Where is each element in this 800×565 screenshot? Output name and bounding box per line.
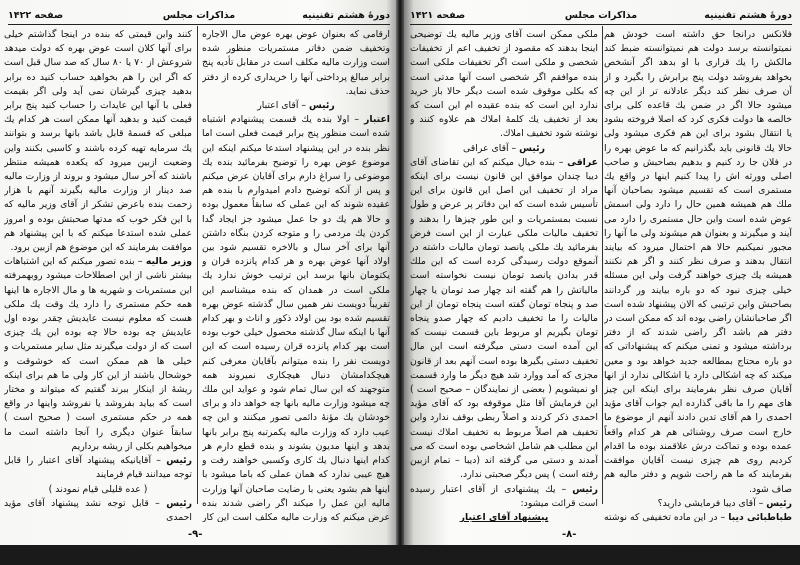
paragraph-text: فلانکس درانجا حق داشته است خودش هم نمیتوانسته برسد دولت هم نمیتوانسته ضبط کند مالکش را یك قراری با او بدهد اگر آنشخص بخواهد بفروشد دولت پنج برابرش را بگیرد و از آن صرف نظر کند دیگر عادلانه تر از این چه میشود حالا اگر در ضمن یك قاعده کلی برای خالصه ها دولت فکری کرد که اصلا فروخته بشود یا انتقال بشود برای این هم فکری میشود ولی حالا یك قانونی باید بگذرانیم که ما عوض بهره را در فلان جا رد کنیم و بدهیم بصاحبش و صاحب اصلی وورثه اش را پیدا کنیم اینها در واقع یك مستمری است که تقسیم میشود بصاحبان آنها ملك هم همیشه همین حال را دارد ولی اسمش عوض شده است واین حال مستمری را دارد می آیند و میگیرند و بعنوان هم میشوند ولی ما آنها را مجبور نمیکنیم حالا هم احتمال میرود که بیایند انتقال بدهند و صرف نظر کنند و اگر هم نکنند همیشه یك چیزی خواهند گرفت ولی این مسئله خیلی چیزی نبود که دو باره بیایند ور گردانند بصاحبش واین ترتیبی که الان پیشنهاد شده است اگر صاحبانشان راضی بوده اند که ممکن است در دفتر هم باشد اگر راضی شدند که از دفتر برداشته میشود و تمنی میکنم که پیشنهاداتی که دو باره محتاج بمطالعه جدید خواهد بود و معین میکند که چه اشکالی دارد یا اشکالی ندارد از انها آقایان صرف نظر بفرمایند برای اینکه این چیز های مهم را ما باقی گذارده ایم جواب آقای مؤید احمدی را هم آقای تدین دادند آنهم از موضوع ما خارج است صرف روشنائی هم هر کدام واقعاً عمده بوده و تماکت درش علاقمند بوده ما اقدام کردیم روی هم چیزی نیست آقایان موافقت بفرمایند که ما هم راحت شویم و دفتر مالیه هم صاف شود. <box>604 29 792 495</box>
scan-border <box>0 545 800 565</box>
page-number: صفحه ۱۴۲۱ <box>410 10 466 21</box>
paragraph-text: ارقامی که بعنوان عوض بهره عوض مال الاجاره وتخفیف ضمن دفاتر مستمریات منظور شده است وزارت مالیه مکلف است در مقابل تأدیه پنج برابر مبالغ پرداختی آنها را خریداری کرده از دفتر حذف نماید. <box>202 29 390 97</box>
speaker-name: رئیس <box>308 100 335 112</box>
speaker-name: رئیس <box>166 455 192 467</box>
page-number: صفحه ۱۴۲۲ <box>8 10 64 21</box>
paragraph-text: – یك پیشنهادی از آقای اعتبار رسیده است قرائت میشود: <box>410 483 598 509</box>
right-page <box>402 0 800 545</box>
paragraph <box>604 28 792 497</box>
session-label: دورهٔ هشتم تقنینیه <box>704 10 792 21</box>
paragraph-text: – قابل توجه نشد پیشنهاد آقای مؤید احمدی <box>4 497 192 522</box>
text-column-right <box>604 28 792 522</box>
paragraph <box>410 483 598 511</box>
paragraph-text: کنند واین قیمتی که بنده در اینجا گذاشتم خیلی برای آنها کلان است عوض بهره که دولت میدهد شروعش از ۷۰ یا ۸۰ سال که صد سال قبل است که اگر این را هم بخواهید حساب کنید ده برابر بدهید چیزی گیرشان نمی آید ولی اگر بقیمت فعلی با آنها این عایدات را حساب کنید پنج برابر قیمت کنید و بدهید آنها ممکن است هر کدام یك مبلغی که قسمهٔ قابل باشد بانها برسد و بتوانند یك سرمایه تهیه کرده باشند و کاسبی بکنند واین وضعیت ازبین میرود که یکعده همیشه منتظر باشند که آخر سال میشود و بروند از وزارت مالیه صد دینار از وزارت مالیه بگیرند آنهم با هزار زحمت بنده باعرض تشکر از آقای وزیر مالیه که با این فکر خوب که مدتها صحبتش بوده و امروز عملی شده استدعا میکنم که با این پیشنهاد هم موافقت بفرمایند که این موضوع هم ازبین برود. <box>4 29 192 254</box>
paragraph-text: – بنده تصور میکنم که این اشتباهات بیشتر ناشی از این اصطلاحات میشود روبهمرفته این مستمریات و شهریه ها و مال الاجاره ها اینها همه حکم مستمری را دارد یك وقت یك ملکی هست که معلوم نیست عایدیش چقدر بوده اول عایدیش چه بوده حالا چه بوده این یك چیزی است که از دولت میگیرند مثل سایر مستمریات و خیلی ها هم ممکن است که خوشوقت و خوشحال باشند از این کار ولی ما هم برای اینکه ریشهٔ از اینکار ببرند گفتیم که میتواند و مختار است که بیاید بفروشد یا نفروشد واینها در واقع همه در حکم مستمری است ( صحیح است ) سابقاً عنوان دیگری را آنجا داشته است ما میخواهیم بکلی از ریشه برداریم <box>4 256 192 452</box>
text-column-left <box>4 28 192 522</box>
folio: -۸- <box>562 529 577 540</box>
speaker-name: اعتبار <box>364 114 390 126</box>
paragraph-text: ( عده قلیلی قیام نمودند ) <box>48 483 148 495</box>
paragraph <box>604 497 792 511</box>
paragraph <box>4 28 192 255</box>
book-binding <box>396 0 404 545</box>
text-column-right <box>202 28 390 522</box>
paragraph <box>4 255 192 454</box>
speaker-name: رئیس <box>519 142 545 154</box>
paragraph <box>202 28 390 99</box>
paragraph-text: – اولا بنده یك قسمت پیشنهادم اشتباه شده است منظور پنج برابر قیمت فعلی است اما نظر بنده در این پیشنهاد استدعا میکنم اینکه این موضوع عوض بهره را توضیح بفرمائید بنده یك موضوعی را سراغ دارم برای آقایان عرض میکنم و پس از آنکه توضیح دادم امیدوارم با بنده هم عقیده شوند که این عملی که سابقاً معمول بوده و حالا هم یك دو جا عمل میشود جز ایجاد گدا کردن یك مردمی را و متوجه کردن بنگاه داشتن آنها برای آخر سال و بالاخره تقسیم شود بین اولاد آنها عوض بهره و هر کدام پانزده قران و یکتومان بانها برسد این ترتیب خوش ندارد یك ملکی است در همدان که بنده میشناسم این تقریباً دویست نفر همین سال گذشته عوض بهره تقسیم شده بود بین اولاد ذکور و اناث و بهر کدام آنها با اینکه سال گذشته محصول خیلی خوب بوده است بهر کدام پانزده قران رسیده است که این دویست نفر را بنده میتوانم بآقایان معرفی کنم هیچکدامشان دنبال هیچکاری نمیروند همه متوجهند که این سال تمام شود و عواید این ملك چه میشود وزارت مالیه بانها چه خواهد داد و برای خودشان یك مؤنهٔ دائمی تصور میکنند و این چه عیب دارد که وزارت مالیه یکمرتبه پنج برابر بانها بدهد و اینها مدیون بشوند و بنده قطع دارم هر کدام اینها دنبال یك کاری وکسبی خواهند رفت و هیچ عیبی ندارد که همان عملی که باما میشود با اینها هم بشود یعنی با رضایت صاحبان آنها وزارت مالیه این عمل را میکند اگر راضی شدند بنده عرض میکنم که وزارت مالیه مکلف است این کار <box>202 114 390 522</box>
speaker-name: رئیس <box>766 497 792 509</box>
page-header <box>410 8 792 25</box>
paragraph-text: – آقایانیکه پیشنهاد آقای اعتبار را قابل توجه میدانند قیام فرمایند <box>4 455 192 481</box>
speaker-name: رئیس <box>572 483 598 495</box>
page-header <box>8 8 390 25</box>
folio: -۹- <box>188 529 203 540</box>
paragraph <box>604 511 792 522</box>
paragraph <box>410 156 598 483</box>
section-heading <box>410 511 598 522</box>
speaker-name: وزیر مالیه <box>145 256 192 268</box>
text-column-left <box>410 28 598 522</box>
speaker-name: طباطبائی دیبا <box>728 511 792 522</box>
paragraph-text: – آقای دیبا فرمایشی دارید؟ <box>657 497 767 509</box>
paragraph <box>202 99 390 113</box>
speaker-name: رئیس <box>166 497 192 509</box>
paragraph-text: – در این ماده تخفیفی که نوشته <box>604 511 726 522</box>
header-title: مذاکرات مجلس <box>564 10 638 21</box>
paragraph-text: – آقای اعتبار <box>257 100 309 112</box>
column-divider <box>602 26 603 504</box>
paragraph-text: ملکی ممکن است آقای وزیر مالیه یك توضیحی اینجا بدهند که مقصود از تخفیف اعم از تخفیفات شخصی و ملکی است اگر تخفیفات ملکی است بنده موافقم اگر شخصی است آنها مدتی است که بکلی موقوف شده است دیگر حالا باز خرید ندارد این است که بنده عقیده ام این است که بعد از تخفیف یك کلمهٔ املاك هم علاوه کنند و نوشته شود تخفیف املاك. <box>410 29 598 140</box>
speaker-name: عراقی <box>567 156 598 168</box>
column-divider <box>197 26 198 504</box>
paragraph <box>410 142 598 156</box>
header-title: مذاکرات مجلس <box>162 10 236 21</box>
paragraph-text: – آقای عراقی <box>463 142 520 154</box>
paragraph-text: – بنده خیال میکنم که این تقاضای آقای دیبا چندان موافق این قانون نیست برای اینکه مراد از تخفیف این اصل این قانون برای این تأسیس شده است که این دفاتر پر عرض و طول نسبت بمستمریات و این طور چیزها را بدهند و تخفیف مالیات ملکی عبارت از این است فرض بفرمائید یك ملکی پانصد تومان مالیات داشته در آنموقع دولت رسیدگی کرده است که این ملك قدر بدادن پانصد تومان نیست نخواسته است مالیاتش را هم گفته اند چهار صد تومان یا چهار صد و پنجاه تومان گفته است پنجاه تومان از این مالیات را ما تخفیف دادیم که چهار صدو پنجاه تومان بگیریم او مربوط باین قسمت نیست که این آمده است دستی میگرفته است این مال تخفیف دستی بگیرها بوده است آنهم بعد از قانون مجزی که آمد ووارد شد هیچ دیگر ما وارد قسمت او نمیشویم ( بعضی از نمایندگان – صحیح است ) این فرمایش آقا مثل موقوفه بود که آقای مؤید احمدی ذکر کردند و اصلاً ربطی بوقف ندارد واین تخفیف هم اصلاً مربوط به تخفیف املاك نیست این مطلب هم شامل اشخاصی بوده است که می آمدند و دستی می گرفته اند (دیبا – تمام ازبین رفته است ) پس دیگر صحبتی ندارد. <box>410 156 598 481</box>
paragraph-text: پیشنهاد آقای اعتبار <box>459 511 549 522</box>
left-page <box>0 0 398 545</box>
paragraph <box>4 483 192 497</box>
session-label: دورهٔ هشتم تقنینیه <box>302 10 390 21</box>
paragraph <box>202 113 390 522</box>
paragraph <box>4 454 192 482</box>
paragraph <box>410 28 598 142</box>
paragraph <box>4 497 192 522</box>
